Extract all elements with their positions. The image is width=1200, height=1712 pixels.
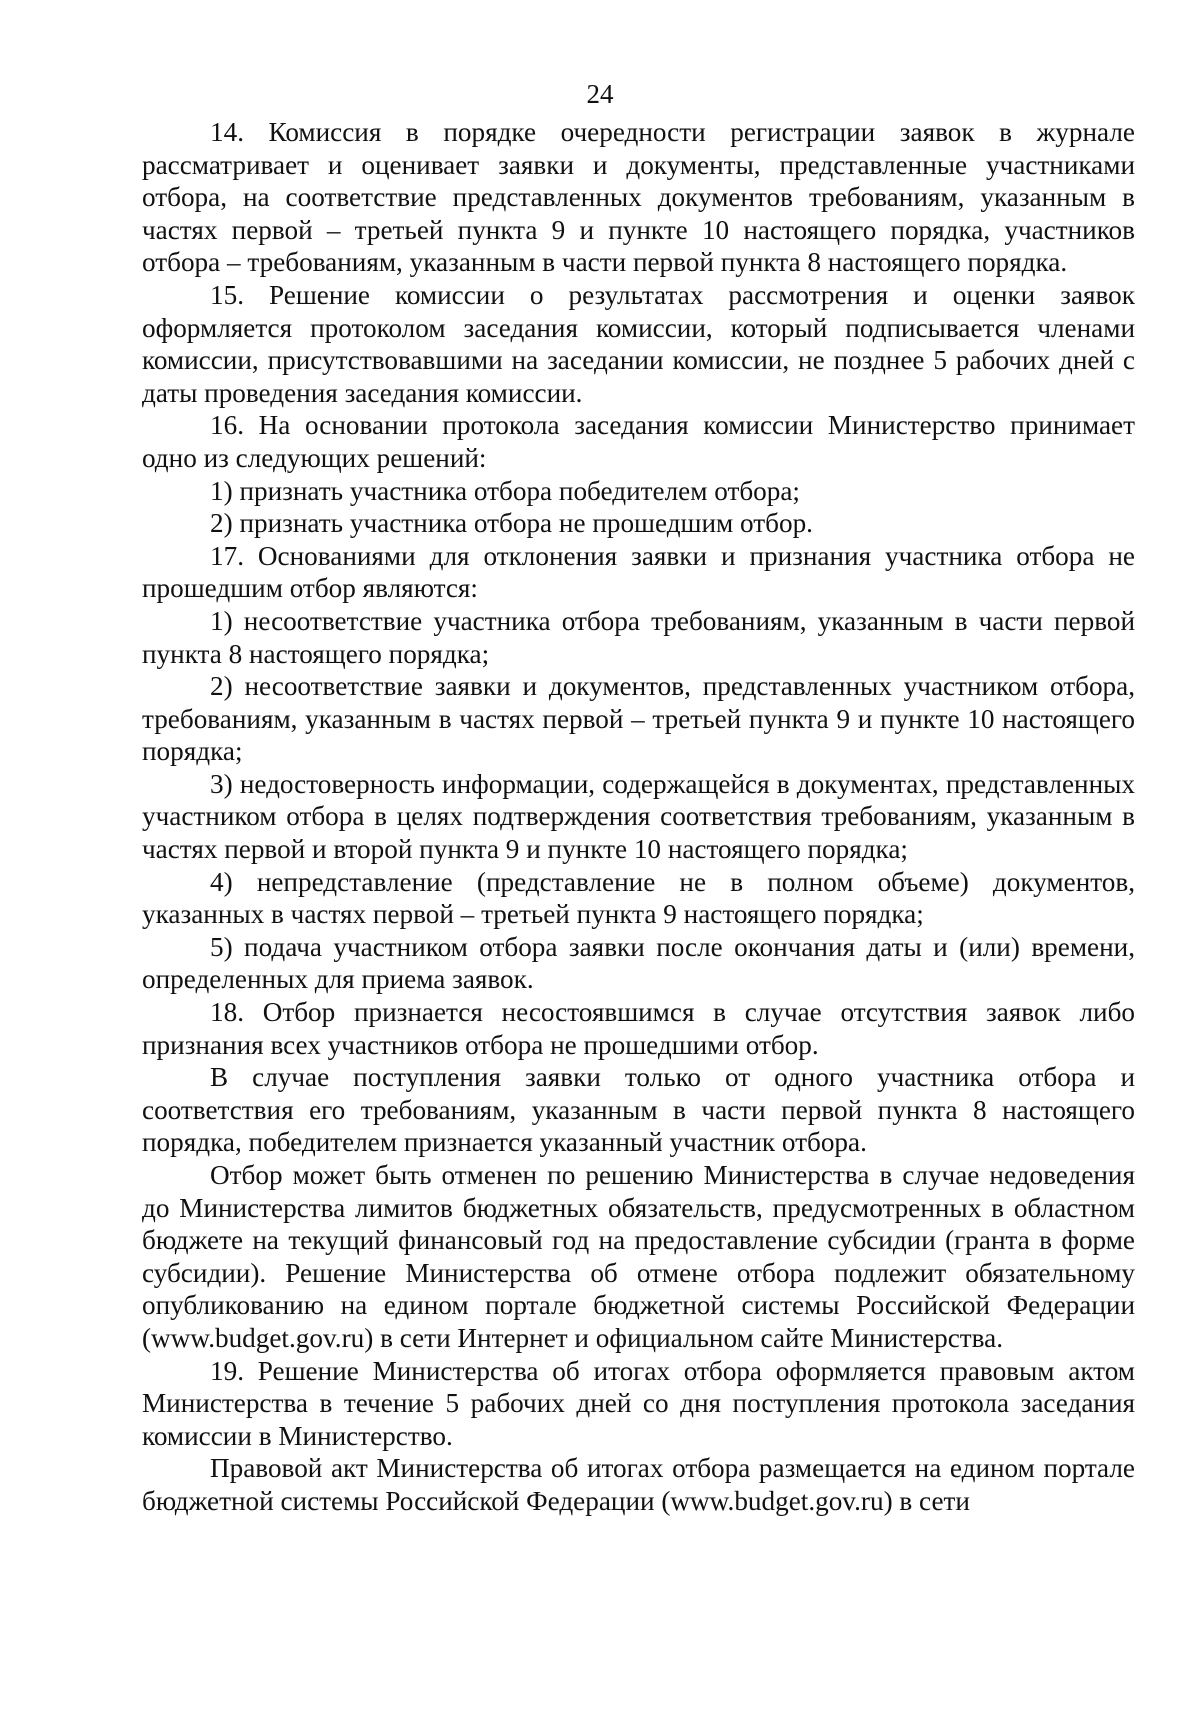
paragraph-17-item-2: 2) несоответствие заявки и документов, представленных участником отбора, требованиям, указанным в частях первой – третьей пункта 9 и пункте 10 настоящего порядка; [142,671,1135,767]
paragraph-16-item-1: 1) признать участника отбора победителем отбора; [210,475,800,506]
paragraph-17: 17. Основаниями для отклонения заявки и признания участника отбора не прошедшим отбор являются: [142,540,1135,604]
paragraph-18-part-3: Отбор может быть отменен по решению Министерства в случае недоведения до Министерства лимитов бюджетных обязательств, предусмотренных в областном бюджете на текущий финансовый год на предоставление субсидии (гранта в форме субсидии). Решение Министерства об отмене отбора подлежит обязательному опубликованию на едином портале бюджетной системы Российской Федерации (www.budget.gov.ru) в сети Интернет и официальном сайте Министерства. [142,1160,1135,1353]
paragraph-17-item-4: 4) непредставление (представление не в полном объеме) документов, указанных в частях первой – третьей пункта 9 настоящего порядка; [142,866,1135,930]
paragraph-19-part-2: Правовой акт Министерства об итогах отбора размещается на едином портале бюджетной системы Российской Федерации (www.budget.gov.ru) в сети [142,1453,1135,1516]
paragraph-19: 19. Решение Министерства об итогах отбора оформляется правовым актом Министерства в течение 5 рабочих дней со дня поступления протокола заседания комиссии в Министерство. [142,1355,1135,1451]
paragraph-16: 16. На основании протокола заседания комиссии Министерство принимает одно из следующих решений: [142,410,1135,473]
paragraph-18-part-2: В случае поступления заявки только от одного участника отбора и соответствия его требованиям, указанным в части первой пункта 8 настоящего порядка, победителем признается указанный участник отбора. [142,1062,1135,1158]
paragraph-16-item-2: 2) признать участника отбора не прошедшим отбор. [210,508,813,539]
page-number: 24 [586,79,614,109]
paragraph-18: 18. Отбор признается несостоявшимся в случае отсутствия заявок либо признания всех участников отбора не прошедшими отбор. [142,997,1135,1060]
paragraph-14: 14. Комиссия в порядке очередности регистрации заявок в журнале рассматривает и оценивает заявки и документы, представленные участниками отбора, на соответствие представленных документов требованиям, указанным в частях первой – третьей пункта 9 и пункте 10 настоящего порядка, участников отбора – требованиям, указанным в части первой пункта 8 настоящего порядка. [142,117,1135,278]
paragraph-17-item-3: 3) недостоверность информации, содержащейся в документах, представленных участником отбора в целях подтверждения соответствия требованиям, указанным в частях первой и второй пункта 9 и пункте 10 настоящего порядка; [142,768,1135,865]
paragraph-15: 15. Решение комиссии о результатах рассмотрения и оценки заявок оформляется протоколом заседания комиссии, который подписывается членами комиссии, присутствовавшими на заседании комиссии, не позднее 5 рабочих дней с даты проведения заседания комиссии. [142,279,1135,408]
paragraph-17-item-1: 1) несоответствие участника отбора требованиям, указанным в части первой пункта 8 настоящего порядка; [142,605,1135,669]
document-body [142,116,1135,1518]
paragraph-17-item-5: 5) подача участником отбора заявки после окончания даты и (или) времени, определенных для приема заявок. [142,931,1135,995]
